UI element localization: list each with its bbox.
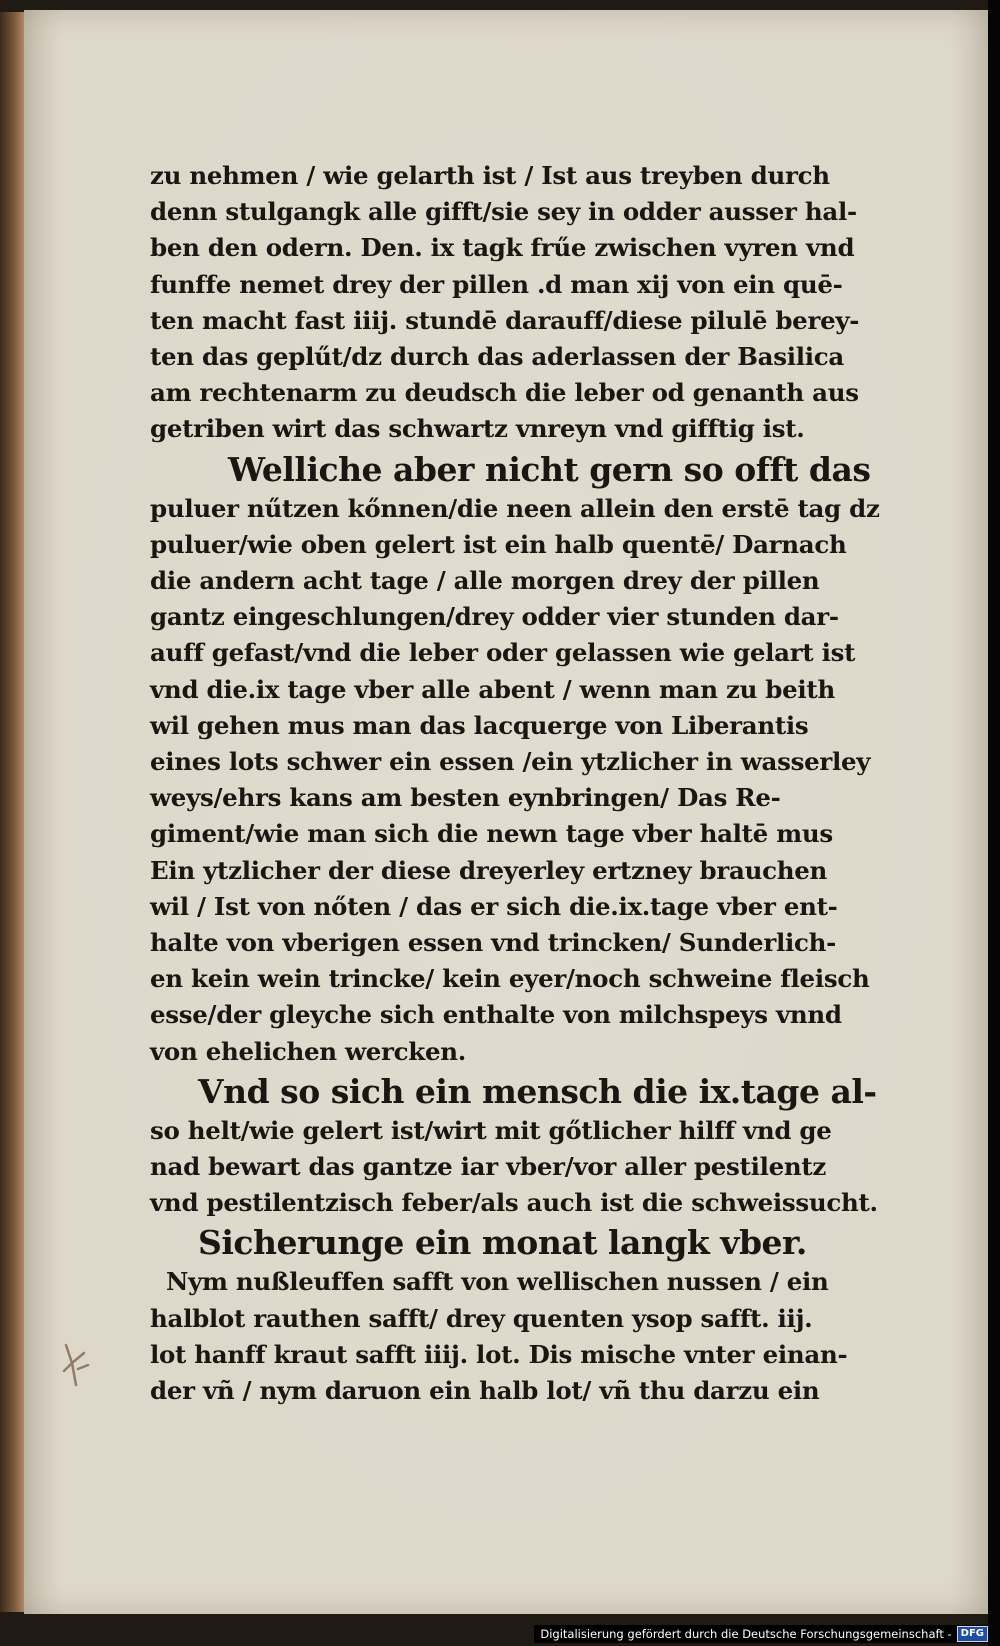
footer-credit-text: Digitalisierung gefördert durch die Deutsche Forschungsgemeinschaft - <box>540 1627 952 1641</box>
text-line: puluer/wie oben gelert ist ein halb quentē/ Darnach <box>150 529 847 559</box>
text-line: lot hanff kraut safft iiij. lot. Dis mische vnter einan- <box>150 1339 848 1369</box>
section-heading-line: Welliche aber nicht gern so offt das <box>228 449 871 489</box>
digitization-credit-footer <box>534 1625 988 1643</box>
book-spine-edge <box>0 12 26 1612</box>
text-line: vnd die.ix tage vber alle abent / wenn man zu beith <box>150 674 835 704</box>
text-line: esse/der gleyche sich enthalte von milchspeys vnnd <box>150 1000 842 1030</box>
text-line: denn stulgangk alle gifft/sie sey in odder ausser hal- <box>150 197 857 227</box>
scan-border <box>988 0 1000 1646</box>
page-text-block <box>150 158 900 1409</box>
text-line: auff gefast/vnd die leber oder gelassen wie gelart ist <box>150 638 856 668</box>
text-line: Nym nußleuffen safft von wellischen nussen / ein <box>166 1267 829 1297</box>
text-line: so helt/wie gelert ist/wirt mit gőtlicher hilff vnd ge <box>150 1115 832 1145</box>
text-line: eines lots schwer ein essen /ein ytzlicher in wasserley <box>150 747 871 777</box>
section-heading-line: Sicherunge ein monat langk vber. <box>198 1223 807 1263</box>
text-line: die andern acht tage / alle morgen drey der pillen <box>150 566 820 596</box>
text-line: weys/ehrs kans am besten eynbringen/ Das Re- <box>150 783 781 813</box>
text-line: funffe nemet drey der pillen .d man xij von ein quē- <box>150 269 843 299</box>
text-line: ben den odern. Den. ix tagk frűe zwischen vyren vnd <box>150 233 855 263</box>
text-line: nad bewart das gantze iar vber/vor aller pestilentz <box>150 1152 827 1182</box>
text-line: halblot rauthen safft/ drey quenten ysop safft. iij. <box>150 1303 813 1333</box>
text-line: en kein wein trincke/ kein eyer/noch schweine fleisch <box>150 964 870 994</box>
text-line: ten macht fast iiij. stundē darauff/diese pilulē berey- <box>150 305 860 335</box>
text-line: wil gehen mus man das lacquerge von Liberantis <box>150 710 809 740</box>
text-line: von ehelichen wercken. <box>150 1036 466 1066</box>
text-line: der vñ / nym daruon ein halb lot/ vñ thu darzu ein <box>150 1376 820 1406</box>
text-line: am rechtenarm zu deudsch die leber od genanth aus <box>150 378 859 408</box>
text-line: gantz eingeschlungen/drey odder vier stunden dar- <box>150 602 839 632</box>
dfg-logo: DFG <box>957 1626 988 1642</box>
text-line: wil / Ist von nőten / das er sich die.ix.tage vber ent- <box>150 891 838 921</box>
text-line: getriben wirt das schwartz vnreyn vnd gifftig ist. <box>150 414 805 444</box>
section-heading-line: Vnd so sich ein mensch die ix.tage al- <box>198 1071 877 1111</box>
text-line: halte von vberigen essen vnd trincken/ Sunderlich- <box>150 928 836 958</box>
text-line: giment/wie man sich die newn tage vber haltē mus <box>150 819 833 849</box>
text-line: puluer nűtzen kőnnen/die neen allein den erstē tag dz <box>150 493 880 523</box>
text-line: Ein ytzlicher der diese dreyerley ertzney brauchen <box>150 855 828 885</box>
marginal-pen-mark <box>58 1341 92 1387</box>
text-line: zu nehmen / wie gelarth ist / Ist aus treyben durch <box>150 161 830 190</box>
text-line: vnd pestilentzisch feber/als auch ist die schweissucht. <box>150 1188 878 1218</box>
text-line: ten das geplűt/dz durch das aderlassen der Basilica <box>150 342 844 372</box>
